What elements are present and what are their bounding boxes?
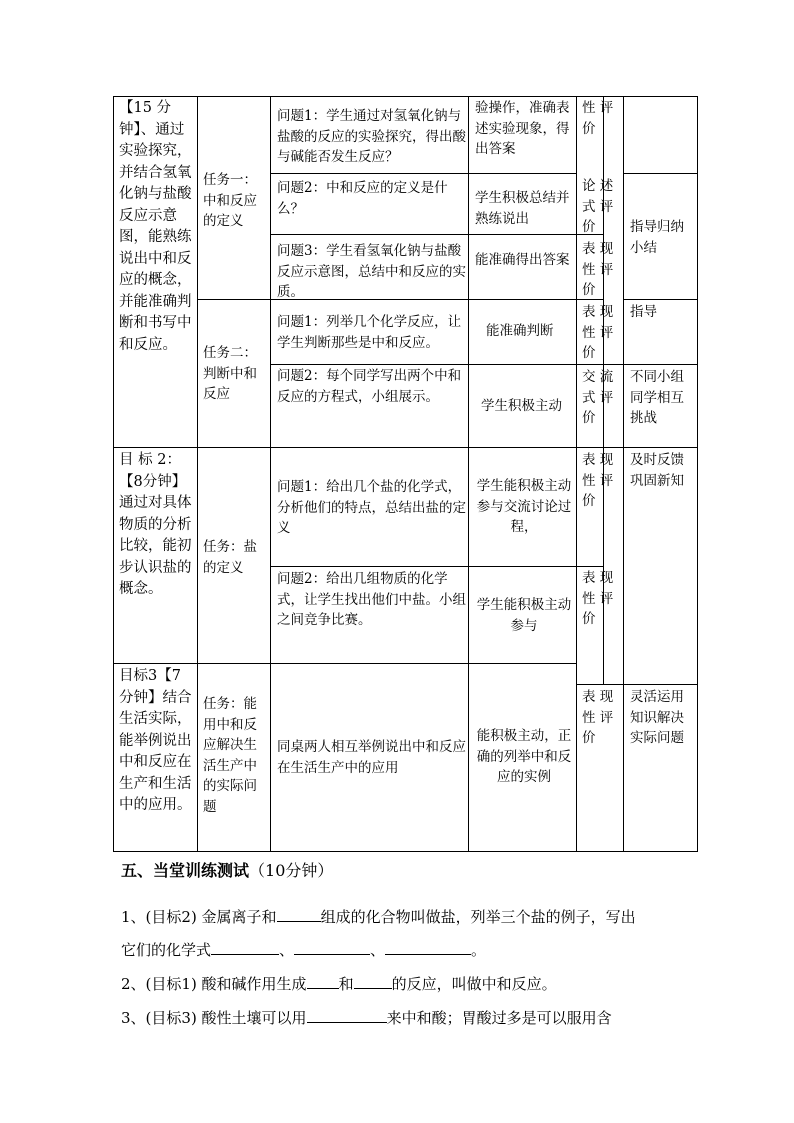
table-divider (576, 684, 697, 685)
table-divider (468, 96, 469, 852)
objective-cell: 目 标 2：【8分钟】通过对具体物质的分析比较，能初步认识盐的概念。 (119, 452, 192, 597)
table-divider (623, 173, 697, 174)
fill-in-blank[interactable] (385, 938, 471, 955)
guidance-cell: 指导 (630, 304, 657, 320)
evaluation-cell: 表 现 性 评 价 (582, 241, 614, 298)
table-divider (197, 96, 198, 852)
task-cell: 任务二：判断中和反应 (203, 345, 257, 402)
evaluation-cell: 论 述 式 评 价 (582, 178, 614, 235)
task-cell: 任务：盐的定义 (203, 539, 257, 576)
guidance-cell: 指导归纳小结 (630, 219, 684, 256)
fill-in-blank[interactable] (307, 972, 339, 989)
table-divider (576, 96, 577, 852)
table-divider (113, 663, 576, 664)
task-cell: 任务：能用中和反应解决生活生产中的实际问题 (203, 696, 257, 815)
exercise-line: 2、(目标1) 酸和碱作用生成 和 的反应，叫做中和反应。 (121, 972, 557, 996)
evaluation-cell: 性 评 价 (582, 100, 614, 137)
guidance-cell: 灵活运用知识解决实际问题 (630, 689, 684, 746)
section-title: 五、当堂训练测试 (121, 861, 250, 880)
fill-in-blank[interactable] (211, 938, 279, 955)
outcome-cell: 学生能积极主动参与交流讨论过程， (476, 478, 572, 535)
section-heading (121, 858, 333, 884)
table-border-left (113, 96, 114, 852)
outcome-cell: 能准确得出答案 (475, 252, 570, 268)
question-cell: 问题1：给出几个盐的化学式，分析他们的特点，总结出盐的定义 (277, 479, 466, 536)
table-divider (270, 566, 603, 567)
outcome-cell: 学生积极主动 (481, 398, 562, 414)
question-cell: 问题2：给出几组物质的化学式，让学生找出他们中盐。小组之间竞争比赛。 (277, 571, 466, 628)
outcome-cell: 学生能积极主动参与 (476, 597, 572, 634)
question-cell: 同桌两人相互举例说出中和反应在生活生产中的应用 (277, 739, 466, 776)
question-cell: 问题1：学生通过对氢氧化钠与盐酸的反应的实验探究，得出酸与碱能否发生反应？ (277, 108, 466, 165)
guidance-cell: 不同小组同学相互挑战 (630, 369, 684, 426)
fill-in-blank[interactable] (307, 1006, 387, 1023)
table-divider (113, 447, 697, 448)
objective-cell: 目标3【7分钟】结合生活实际，能举例说出中和反应在生产和生活中的应用。 (119, 668, 192, 813)
evaluation-cell: 表 现 性 评 价 (582, 689, 614, 746)
objective-cell: 【15 分钟】、通过实验探究，并结合氢氧化钠与盐酸反应示意图，能熟练说出中和反应的概念，并能准确判断和书写中和反应。 (119, 100, 192, 353)
outcome-cell: 能积极主动，正确的列举中和反应的实例 (476, 728, 572, 785)
evaluation-cell: 交 流 式 评 价 (582, 369, 614, 426)
outcome-cell: 验操作，准确表述实验现象，得出答案 (475, 100, 570, 157)
evaluation-cell: 表 现 性 评 价 (582, 304, 614, 361)
question-cell: 问题1：列举几个化学反应，让学生判断那些是中和反应。 (277, 314, 462, 351)
section-time: （10分钟） (249, 861, 334, 880)
exercise-line: 它们的化学式 、 、 。 (121, 938, 486, 962)
exercise-line: 3、(目标3) 酸性土壤可以用 来中和酸；胃酸过多是可以服用含 (121, 1006, 612, 1030)
question-cell: 问题3：学生看氢氧化钠与盐酸反应示意图，总结中和反应的实质。 (277, 243, 466, 300)
table-border-right (697, 96, 698, 852)
table-divider (623, 96, 624, 852)
fill-in-blank[interactable] (294, 938, 370, 955)
table-border-bottom (113, 851, 697, 852)
evaluation-cell: 表 现 性 评 价 (582, 452, 614, 509)
table-divider (270, 96, 271, 852)
guidance-cell: 及时反馈巩固新知 (630, 452, 684, 489)
table-divider (270, 364, 697, 365)
outcome-cell: 能准确判断 (486, 323, 554, 339)
fill-in-blank[interactable] (354, 972, 392, 989)
fill-in-blank[interactable] (277, 905, 321, 922)
task-cell: 任务一：中和反应的定义 (203, 172, 257, 229)
table-divider (270, 173, 576, 174)
evaluation-cell: 表 现 性 评 价 (582, 570, 614, 627)
question-cell: 问题2：每个同学写出两个中和反应的方程式，小组展示。 (277, 368, 462, 405)
exercise-line: 1、(目标2) 金属离子和 组成的化合物叫做盐，列举三个盐的例子，写出 (121, 905, 636, 929)
question-cell: 问题2：中和反应的定义是什么？ (277, 180, 448, 217)
table-divider (270, 234, 603, 235)
table-border-top (113, 96, 697, 97)
table-divider (623, 299, 697, 300)
outcome-cell: 学生积极总结并熟练说出 (475, 190, 570, 227)
